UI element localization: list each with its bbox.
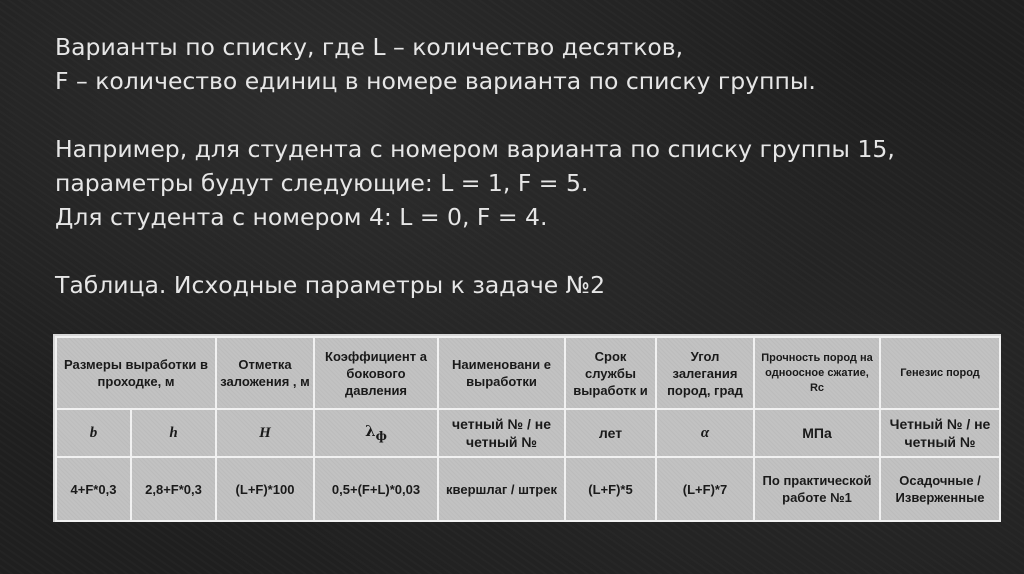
header-coef: Коэффициент а бокового давления [314, 337, 438, 409]
formula-angle: (L+F)*7 [656, 457, 754, 521]
unit-H: H [216, 409, 314, 457]
header-mark: Отметка заложения , м [216, 337, 314, 409]
header-angle: Угол залегания пород, град [656, 337, 754, 409]
parameters-table [55, 336, 1001, 522]
formula-strength: По практической работе №1 [754, 457, 880, 521]
formula-name: квершлаг / штрек [438, 457, 565, 521]
slide-text [55, 30, 1005, 302]
unit-term: лет [565, 409, 656, 457]
formula-lambda: 0,5+(F+L)*0,03 [314, 457, 438, 521]
formula-H: (L+F)*100 [216, 457, 314, 521]
unit-strength: МПа [754, 409, 880, 457]
unit-genesis: Четный № / не четный № [880, 409, 1000, 457]
lambda-symbol: λ [365, 421, 376, 440]
unit-lambda [314, 409, 438, 457]
example-line-1: Например, для студента с номером варианта по списку группы 15, [55, 135, 895, 163]
formula-b: 4+F*0,3 [56, 457, 131, 521]
unit-h: h [131, 409, 216, 457]
parameters-table-wrapper [53, 334, 1001, 522]
unit-b: b [56, 409, 131, 457]
formula-h: 2,8+F*0,3 [131, 457, 216, 521]
intro-line-2: F – количество единиц в номере варианта по списку группы. [55, 67, 816, 95]
table-units-row [56, 409, 1000, 457]
header-strength: Прочность пород на одноосное сжатие, Rc [754, 337, 880, 409]
header-size: Размеры выработки в проходке, м [56, 337, 216, 409]
table-formula-row [56, 457, 1000, 521]
unit-parity: четный № / не четный № [438, 409, 565, 457]
example-line-3: Для студента с номером 4: L = 0, F = 4. [55, 203, 548, 231]
table-caption: Таблица. Исходные параметры к задаче №2 [55, 271, 606, 299]
formula-term: (L+F)*5 [565, 457, 656, 521]
header-genesis: Генезис пород [880, 337, 1000, 409]
header-term: Срок службы выработк и [565, 337, 656, 409]
formula-genesis: Осадочные / Изверженные [880, 457, 1000, 521]
lambda-subscript: ф [375, 427, 387, 443]
example-line-2: параметры будут следующие: L = 1, F = 5. [55, 169, 589, 197]
unit-alpha: α [656, 409, 754, 457]
intro-line-1: Варианты по списку, где L – количество десятков, [55, 33, 684, 61]
header-name: Наименовани е выработки [438, 337, 565, 409]
table-header-row [56, 337, 1000, 409]
